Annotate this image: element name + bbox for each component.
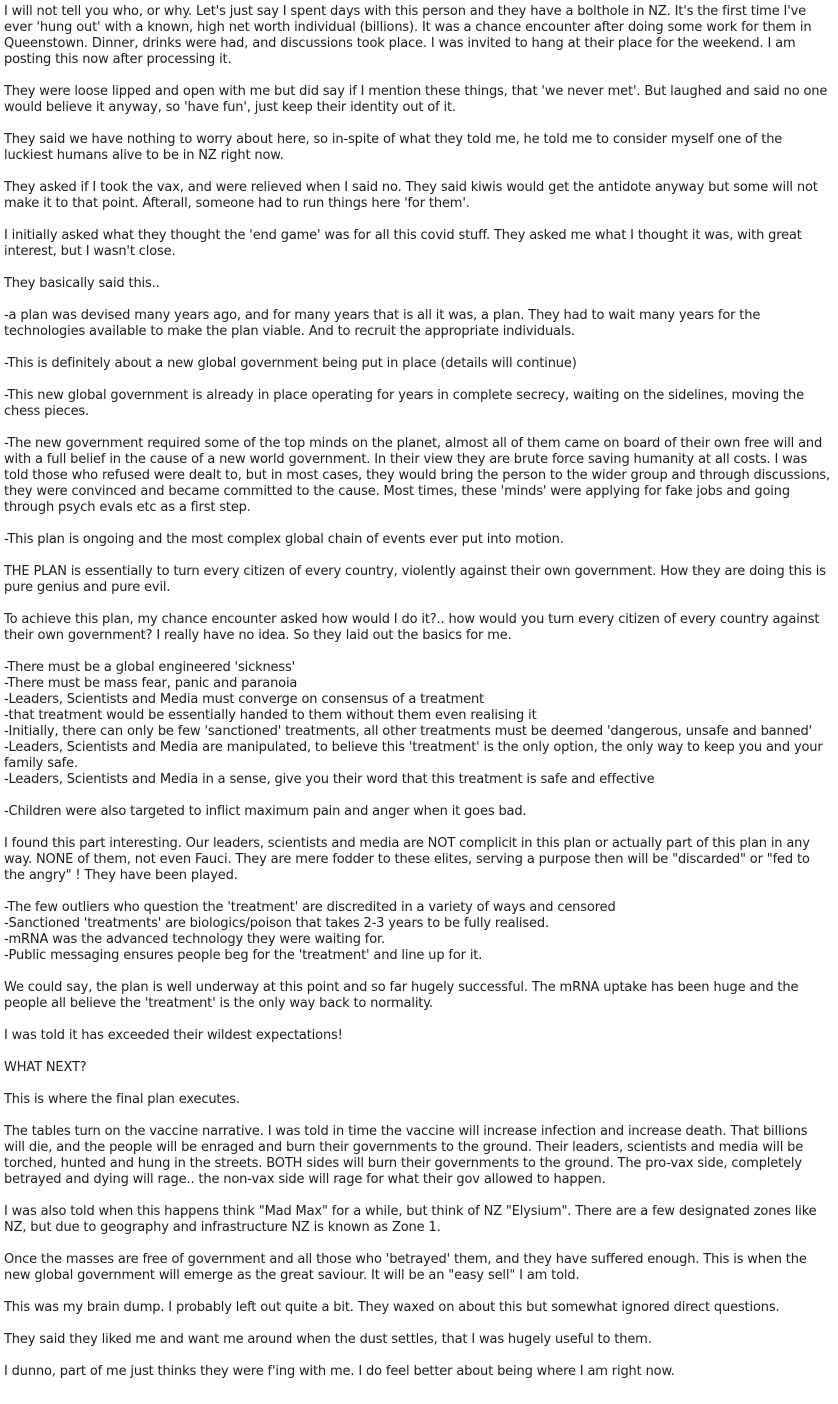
paragraph: I initially asked what they thought the 'end game' was for all this covid stuff. They asked me what I thought it was, with great interest, but I wasn't close. [4, 228, 802, 259]
bullet-list: -There must be a global engineered 'sickness' -There must be mass fear, panic and paranoia -Leaders, Scientists and Media must converge on consensus of a treatment -that treatment would be essentially handed to them without them even realising it -Initially, there can only be few 'sanctioned' treatments, all other treatments must be deemed 'dangerous, unsafe and banned' -Leaders, Scientists and Media are manipulated, to believe this 'treatment' is the only option, the only way to keep you and your family safe. -Leaders, Scientists and Media in a sense, give you their word that this treatment is safe and effective [4, 660, 823, 787]
paragraph: They basically said this.. [4, 276, 160, 291]
section-heading: WHAT NEXT? [4, 1060, 87, 1075]
paragraph: The tables turn on the vaccine narrative. I was told in time the vaccine will increase infection and increase death. That billions will die, and the people will be enraged and burn their governments to the ground. Their leaders, scientists and media will be torched, hunted and hung in the streets. BOTH sides will burn their governments to the ground. The pro-vax side, completely betrayed and dying will rage.. the non-vax side will rage for what their gov allowed to happen. [4, 1124, 808, 1187]
paragraph: They said they liked me and want me around when the dust settles, that I was hugely useful to them. [4, 1332, 652, 1347]
paragraph: -a plan was devised many years ago, and for many years that is all it was, a plan. They had to wait many years for the technologies available to make the plan viable. And to recruit the appropriate individuals. [4, 308, 761, 339]
paragraph: -The new government required some of the top minds on the planet, almost all of them came on board of their own free will and with a full belief in the cause of a new world government. In their view they are brute force saving humanity at all costs. I was told those who refused were dealt to, but in most cases, they would bring the person to the wider group and through discussions, they were convinced and became committed to the cause. Most times, these 'minds' were applying for fake jobs and going through psych evals etc as a first step. [4, 436, 831, 515]
paragraph: -This plan is ongoing and the most complex global chain of events ever put into motion. [4, 532, 564, 547]
paragraph: This is where the final plan executes. [4, 1092, 240, 1107]
bullet-list: -The few outliers who question the 'treatment' are discredited in a variety of ways and censored -Sanctioned 'treatments' are biologics/poison that takes 2-3 years to be fully realised. -mRNA was the advanced technology they were waiting for. -Public messaging ensures people beg for the 'treatment' and line up for it. [4, 900, 616, 963]
paragraph: -This is definitely about a new global government being put in place (details will continue) [4, 356, 577, 371]
paragraph: I was also told when this happens think "Mad Max" for a while, but think of NZ "Elysium". There are a few designated zones like NZ, but due to geography and infrastructure NZ is known as Zone 1. [4, 1204, 817, 1235]
paragraph: I found this part interesting. Our leaders, scientists and media are NOT complicit in this plan or actually part of this plan in any way. NONE of them, not even Fauci. They are mere fodder to these elites, serving a purpose then will be "discarded" or "fed to the angry" ! They have been played. [4, 836, 810, 883]
paragraph: -This new global government is already in place operating for years in complete secrecy, waiting on the sidelines, moving the chess pieces. [4, 388, 804, 419]
paragraph: This was my brain dump. I probably left out quite a bit. They waxed on about this but somewhat ignored direct questions. [4, 1300, 780, 1315]
paragraph: They said we have nothing to worry about here, so in-spite of what they told me, he told me to consider myself one of the luckiest humans alive to be in NZ right now. [4, 132, 783, 163]
paragraph: We could say, the plan is well underway at this point and so far hugely successful. The mRNA uptake has been huge and the people all believe the 'treatment' is the only way back to normality. [4, 980, 799, 1011]
paragraph: They were loose lipped and open with me but did say if I mention these things, that 'we never met'. But laughed and said no one would believe it anyway, so 'have fun', just keep their identity out of it. [4, 84, 828, 115]
paragraph: I dunno, part of me just thinks they were f'ing with me. I do feel better about being where I am right now. [4, 1364, 675, 1379]
paragraph: To achieve this plan, my chance encounter asked how would I do it?.. how would you turn every citizen of every country against their own government? I really have no idea. So they laid out the basics for me. [4, 612, 820, 643]
paragraph: They asked if I took the vax, and were relieved when I said no. They said kiwis would get the antidote anyway but some will not make it to that point. Afterall, someone had to run things here 'for them'. [4, 180, 818, 211]
paragraph: Once the masses are free of government and all those who 'betrayed' them, and they have suffered enough. This is when the new global government will emerge as the great saviour. It will be an "easy sell" I am told. [4, 1252, 807, 1283]
paragraph: I was told it has exceeded their wildest expectations! [4, 1028, 343, 1043]
paragraph: I will not tell you who, or why. Let's just say I spent days with this person and they have a bolthole in NZ. It's the first time I've ever 'hung out' with a known, high net worth individual (billions). It was a chance encounter after doing some work for them in Queenstown. Dinner, drinks were had, and discussions took place. I was invited to hang at their place for the weekend. I am posting this now after processing it. [4, 4, 812, 67]
paragraph: -Children were also targeted to inflict maximum pain and anger when it goes bad. [4, 804, 527, 819]
paragraph: THE PLAN is essentially to turn every citizen of every country, violently against their own government. How they are doing this is pure genius and pure evil. [4, 564, 826, 595]
